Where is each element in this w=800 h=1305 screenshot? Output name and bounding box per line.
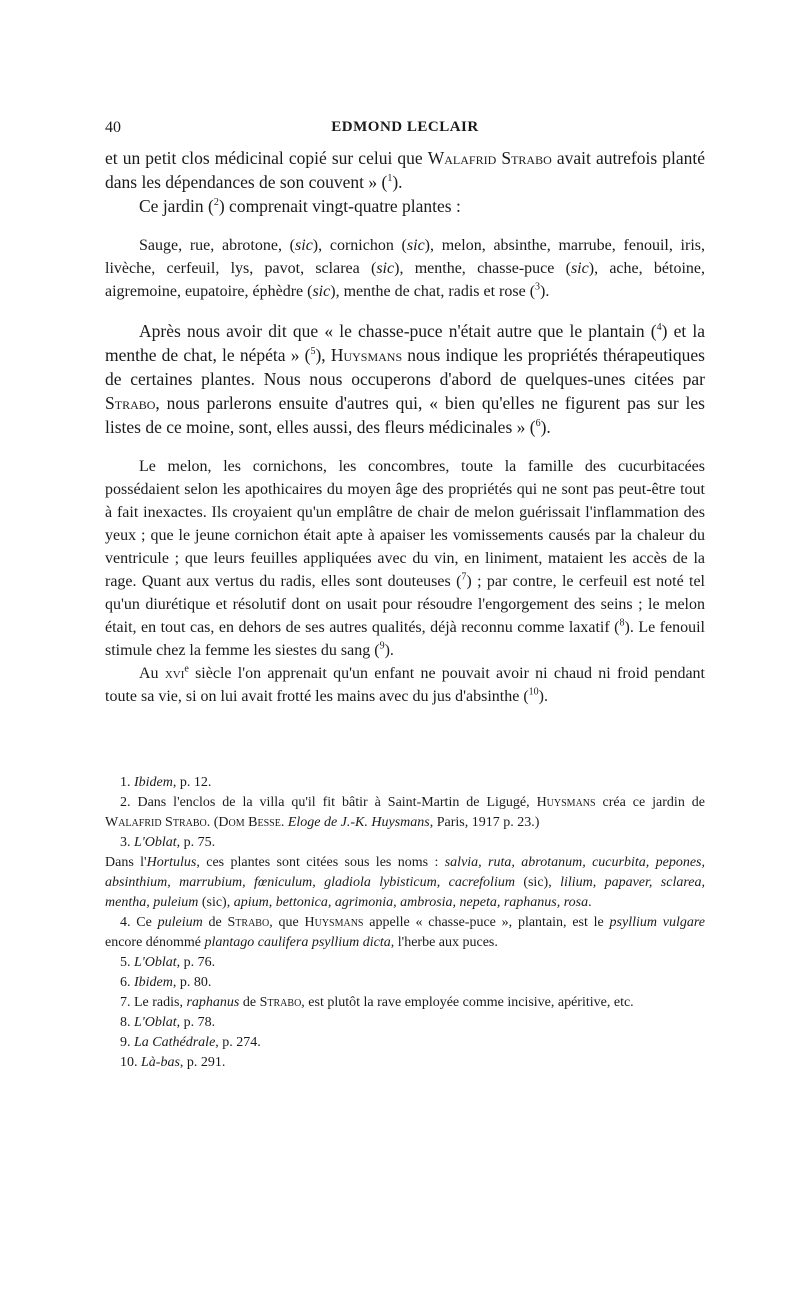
text-run: ). [538,688,548,705]
text-run: sic [406,237,425,254]
footnote-ref: 4 [656,322,662,334]
footnote-ref: 3 [535,281,541,293]
text-run: 8. [120,1015,134,1030]
text-run: ), cornichon ( [312,237,407,254]
text-run: Strabo [105,393,156,413]
paragraph-chasse-puce [105,319,705,439]
text-run: 7. Le radis, [120,995,187,1010]
text-run: , p. 12. [172,775,212,790]
text-run: , nous parlerons ensuite d'autres qui, « bien qu'elles ne figurent pas sur les listes de ce moine, sont, elles aussi, des fleurs médicinales » ( [105,393,705,437]
footnote-9 [105,1033,705,1053]
text-run: encore dénommé [105,935,205,950]
text-run: appelle « chasse-puce », plantain, est le [363,915,610,930]
footnote-ref: 8 [619,617,625,629]
footnote-ref: 6 [535,418,541,430]
text-run: 2. Dans l'enclos de la villa qu'il fit bâtir à Saint-Martin de Ligugé, [120,795,537,810]
text-run: de [202,915,228,930]
text-run: Après nous avoir dit que « le chasse-puce n'était autre que le plantain ( [139,321,657,341]
plant-list [105,234,705,303]
text-run: xvi [164,665,185,682]
footnotes [105,773,705,1073]
text-run: L'Oblat [134,835,177,850]
text-run: La Cathédrale [134,1035,216,1050]
text-run: (sic), [198,895,234,910]
text-run: Le melon, les cornichons, les concombres, toute la famille des cucurbitacées possédaient selon les apothicaires du moyen âge des propriétés qui ne sont pas peut-être tout à fait inexactes. Ils croyaient qu'un emplâtre de chair de melon guérissait l'inflammation des yeux ; que le jeune cornichon était apte à apaiser les vomissements causés par la chaleur du ventricule ; que leurs feuilles appliquées avec du vin, en liniment, mataient les accès de la rage. Quant aux vertus du radis, elles sont douteuses ( [105,458,705,590]
paragraph-melon [105,455,705,662]
text-run: 10. [120,1055,141,1070]
footnote-3-continued [105,853,705,913]
footnote-6 [105,973,705,993]
footnote-7 [105,993,705,1013]
text-run: ) et la menthe de chat, le népéta » ( [105,321,705,365]
text-run: plantago caulifera psyllium dicta [204,935,391,950]
text-run: de [239,995,260,1010]
text-run: Huysmans [330,345,403,365]
text-run: Dom Besse [218,815,281,830]
paragraph-continuation [105,146,705,194]
text-run: ). [540,417,551,437]
text-run: Sauge, rue, abrotone, ( [139,237,296,254]
text-run: , ces plantes sont citées sous les noms : [196,855,445,870]
text-run: . [588,895,592,910]
text-run: 6. [120,975,134,990]
text-run: , l'herbe aux puces. [390,935,498,950]
text-run: salvia, ruta, abrotanum, cucurbita, pepones, absinthium, marrubium, fœniculum, gladiola lybisticum, cacrefolium [105,855,706,890]
footnote-ref: 7 [461,571,467,583]
text-run: nous indique les propriétés thérapeutiques de certaines plantes. Nous nous occuperons d'abord de quelques-unes citées par [105,345,705,389]
text-run: . [280,815,288,830]
text-run: lilium, papaver, sclarea, mentha, puleium [105,875,705,910]
text-run: sic [295,237,313,254]
text-run: ). Le fenouil stimule chez la femme les siestes du sang ( [105,619,705,659]
text-run: ), [315,345,331,365]
text-run: sic [312,283,331,300]
text-run: Walafrid Strabo [427,148,552,168]
text-run: sic [570,260,589,277]
main-text [105,146,705,708]
footnote-8 [105,1013,705,1033]
footnote-2 [105,793,705,833]
text-run: 5. [120,955,134,970]
text-run: , que [269,915,305,930]
text-run: ), melon, absinthe, marrube, fenouil, iris, livèche, cerfeuil, lys, pavot, sclarea ( [105,237,705,277]
text-run: Strabo [227,915,270,930]
text-run: 9. [120,1035,134,1050]
text-run: ), menthe, chasse-puce ( [394,260,571,277]
paragraph-absinthe [105,662,705,708]
text-run: puleium [157,915,203,930]
text-run: ). [392,172,403,192]
text-run: siècle l'on apprenait qu'un enfant ne pouvait avoir ni chaud ni froid pendant toute sa vie, si on lui avait frotté les mains avec du jus d'absinthe ( [105,665,705,705]
text-run: et un petit clos médicinal copié sur celui que [105,148,428,168]
text-run: créa ce jardin de [595,795,705,810]
footnote-1 [105,773,705,793]
footnote-3 [105,833,705,853]
text-run: , p. 76. [176,955,216,970]
text-run: Ibidem [134,975,173,990]
page-header [105,119,705,141]
text-run: , est plutôt la rave employée comme incisive, apéritive, etc. [301,995,634,1010]
text-run: apium, bettonica, agrimonia, ambrosia, nepeta, raphanus, rosa [233,895,589,910]
footnote-5 [105,953,705,973]
text-run: psyllium vulgare [609,915,706,930]
text-run: Walafrid Strabo [105,815,207,830]
text-run: 1. [120,775,134,790]
text-run: , Paris, 1917 p. 23.) [429,815,540,830]
text-run: Huysmans [304,915,364,930]
text-run: 3. [120,835,134,850]
paragraph-jardin [105,194,705,218]
text-run: sic [376,260,395,277]
footnote-10 [105,1053,705,1073]
text-run: ). [540,283,550,300]
footnote-ref: 10 [528,686,539,698]
footnote-4 [105,913,705,953]
footnote-ref: 5 [310,346,316,358]
text-run: ). [384,642,394,659]
text-run: , p. 75. [176,835,216,850]
text-run: ) comprenait vingt-quatre plantes : [218,196,461,216]
footnote-ref: 2 [213,197,219,209]
text-run: ) ; par contre, le cerfeuil est noté tel qu'un diurétique et résolutif dont on usait pour résoudre l'engorgement des seins ; le melon était, en tout cas, en dehors de ses autres qualités, déjà reconnu comme laxatif ( [105,573,706,636]
footnote-ref: 9 [379,640,385,652]
running-head: EDMOND LECLAIR [331,119,479,135]
text-run: Huysmans [536,795,596,810]
text-run: 4. Ce [120,915,158,930]
text-run: Là-bas [141,1055,180,1070]
footnote-ref: 1 [387,173,393,185]
text-run: raphanus [186,995,240,1010]
text-run: Dans l' [105,855,147,870]
text-run: Eloge de J.-K. Huysmans [287,815,430,830]
text-run: Ibidem [134,775,173,790]
text-run: (sic), [514,875,561,890]
text-run: . ( [206,815,219,830]
text-run: L'Oblat [134,955,177,970]
footnote-ref: e [184,663,189,675]
text-run: Strabo [259,995,302,1010]
text-run: , p. 291. [179,1055,226,1070]
text-run: ), menthe de chat, radis et rose ( [330,283,536,300]
text-run: Ce jardin ( [139,196,214,216]
page-number: 40 [105,119,121,136]
text-run: Hortulus [146,855,197,870]
text-run: , p. 274. [215,1035,261,1050]
text-run: Au [139,665,165,682]
text-run: , p. 78. [176,1015,216,1030]
text-run: , p. 80. [172,975,212,990]
text-run: L'Oblat [134,1015,177,1030]
text-run: avait autrefois planté dans les dépendances de son couvent » ( [105,148,706,192]
text-run: ), ache, bétoine, aigremoine, eupatoire, éphèdre ( [105,260,705,300]
